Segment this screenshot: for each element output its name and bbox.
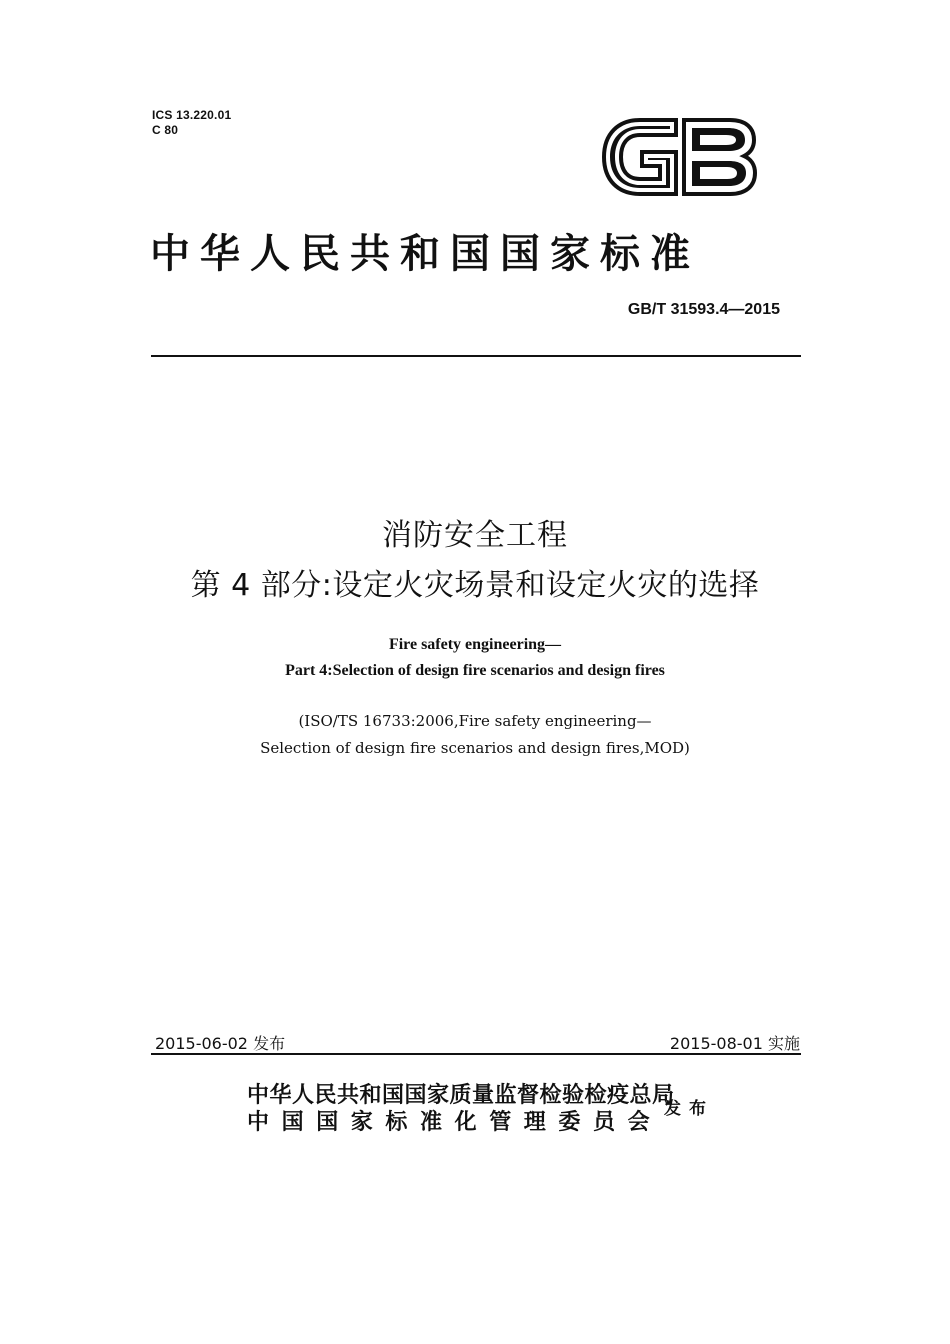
iso-reference [0,708,950,762]
bottom-divider [151,1053,801,1055]
cn-title-main: 消防安全工程 [382,518,568,553]
national-standard-title: 中华人民共和国国家标准 [150,230,700,277]
classification-codes [152,108,231,138]
en-title-line1: Fire safety engineering— [388,636,562,653]
publish-label: 发布 [664,1099,714,1119]
issuer-aqsiq: 中华人民共和国国家质量监督检验检疫总局 [247,1083,675,1108]
iso-reference-line1: (ISO/TS 16733:2006,Fire safety engineering— [298,712,652,730]
iso-reference-line2: Selection of design fire scenarios and design fires,MOD) [260,739,690,757]
gb-logo-icon [600,116,758,198]
top-divider [151,355,801,357]
en-title-line2: Part 4:Selection of design fire scenarios and design fires [285,662,665,679]
standard-number: GB/T 31593.4—2015 [627,301,780,318]
en-title [0,632,950,684]
ccs-code: C 80 [152,123,179,137]
ics-code: ICS 13.220.01 [152,108,232,122]
issue-date: 2015-06-02 发布 [155,1034,286,1053]
implementation-date: 2015-08-01 实施 [669,1034,800,1053]
issuer-sac: 中国国家标准化管理委员会 [247,1110,663,1135]
cn-title-part: 第 4 部分:设定火灾场景和设定火灾的选择 [190,568,760,603]
